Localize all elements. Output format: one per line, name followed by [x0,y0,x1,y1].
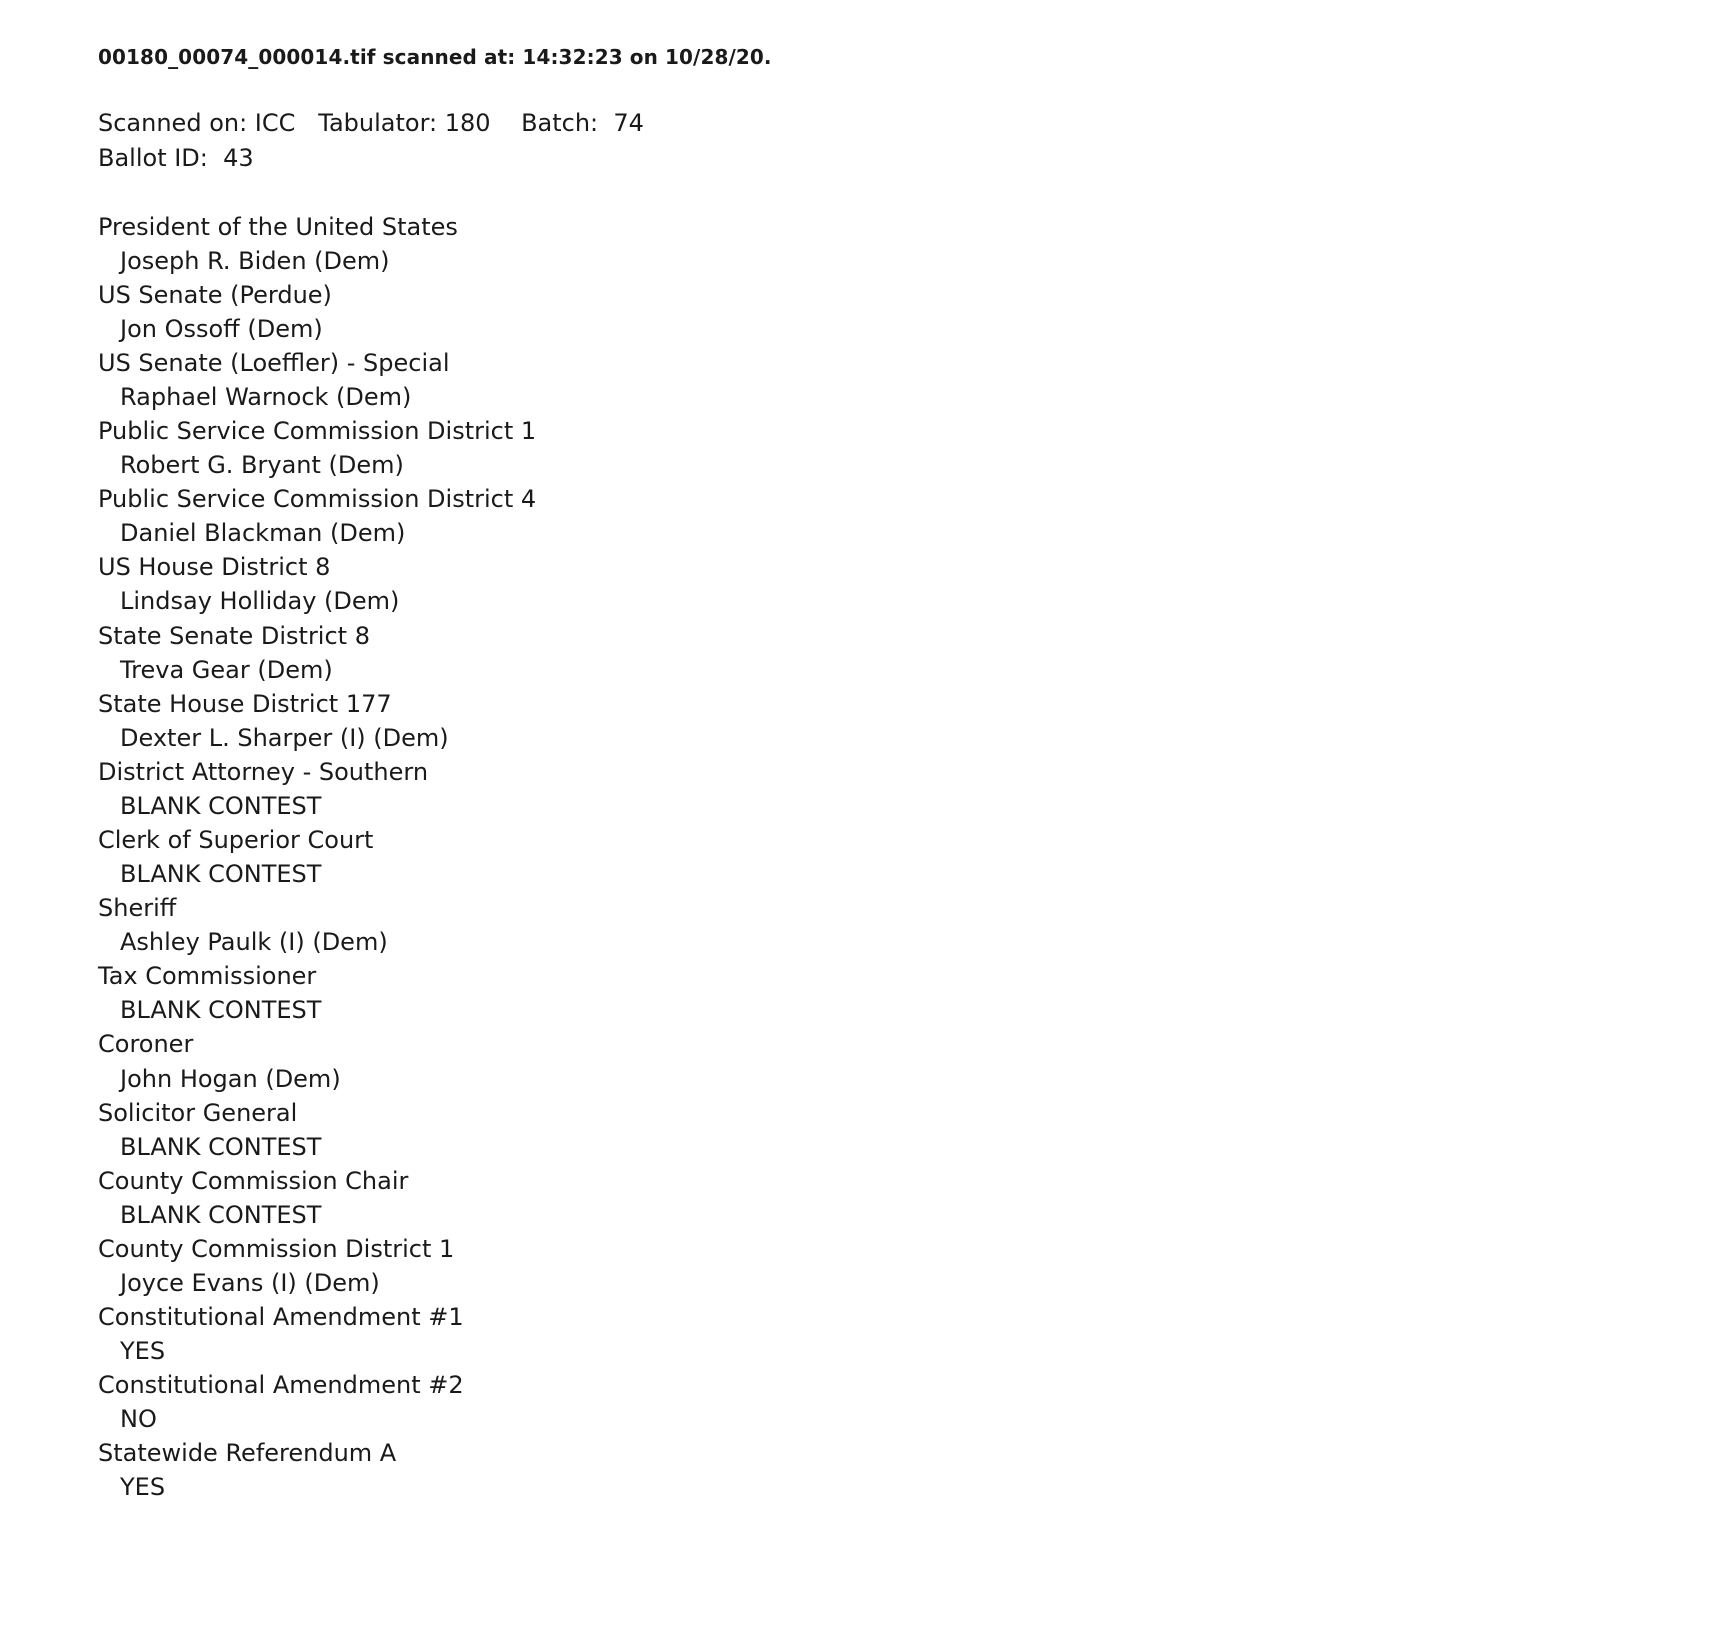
contest-item [98,619,1711,687]
contest-item [98,550,1711,618]
contest-selection: Raphael Warnock (Dem) [120,382,412,411]
contest-selection: Joyce Evans (I) (Dem) [120,1269,380,1298]
contest-title: County Commission Chair [98,1166,409,1195]
contest-title: Public Service Commission District 4 [98,485,537,514]
contest-item [98,1368,1711,1436]
contest-title: Sheriff [98,894,177,923]
contest-selection: BLANK CONTEST [120,860,322,889]
contest-item [98,278,1711,346]
contest-selection: Joseph R. Biden (Dem) [120,246,390,275]
contest-item [98,210,1711,278]
contest-list [98,210,1711,1505]
contest-item [98,959,1711,1027]
contest-selection: Ashley Paulk (I) (Dem) [120,928,388,957]
ballot-id-line: Ballot ID: 43 [98,143,254,172]
contest-title: Constitutional Amendment #2 [98,1371,464,1400]
contest-title: Solicitor General [98,1098,298,1127]
contest-item [98,346,1711,414]
contest-selection: BLANK CONTEST [120,1132,322,1161]
scan-file-header: 00180_00074_000014.tif scanned at: 14:32:23 on 10/28/20. [98,45,772,69]
contest-selection: John Hogan (Dem) [120,1064,341,1093]
contest-item [98,891,1711,959]
contest-title: Coroner [98,1030,194,1059]
contest-selection: Dexter L. Sharper (I) (Dem) [120,723,449,752]
contest-title: County Commission District 1 [98,1234,455,1263]
contest-item [98,1096,1711,1164]
contest-selection: Jon Ossoff (Dem) [120,314,323,343]
contest-title: Public Service Commission District 1 [98,417,537,446]
contest-title: State House District 177 [98,689,392,718]
contest-title: State Senate District 8 [98,621,370,650]
contest-item [98,823,1711,891]
contest-title: Clerk of Superior Court [98,826,374,854]
contest-selection: Daniel Blackman (Dem) [120,519,406,548]
contest-selection: YES [120,1337,166,1366]
contest-item [98,1232,1711,1300]
contest-item [98,1164,1711,1232]
contest-title: US Senate (Perdue) [98,280,332,309]
contest-title: Constitutional Amendment #1 [98,1303,464,1332]
scan-metadata [98,106,1711,176]
contest-selection: BLANK CONTEST [120,1200,322,1229]
contest-item [98,755,1711,823]
contest-selection: BLANK CONTEST [120,996,322,1025]
contest-title: President of the United States [98,212,458,241]
contest-title: US House District 8 [98,553,331,582]
contest-selection: Lindsay Holliday (Dem) [120,587,400,616]
contest-item [98,414,1711,482]
contest-title: Statewide Referendum A [98,1439,397,1468]
contest-item [98,482,1711,550]
contest-item [98,1300,1711,1368]
contest-selection: Robert G. Bryant (Dem) [120,451,404,480]
scanned-on-line: Scanned on: ICC Tabulator: 180 Batch: 74 [98,109,644,137]
contest-title: Tax Commissioner [98,962,317,991]
contest-item [98,1027,1711,1095]
contest-selection: Treva Gear (Dem) [120,655,333,684]
contest-selection: BLANK CONTEST [120,791,322,820]
contest-item [98,687,1711,755]
contest-title: US Senate (Loeffler) - Special [98,348,450,377]
contest-item [98,1436,1711,1504]
contest-title: District Attorney - Southern [98,757,429,786]
contest-selection: NO [120,1405,157,1434]
contest-selection: YES [120,1473,166,1502]
